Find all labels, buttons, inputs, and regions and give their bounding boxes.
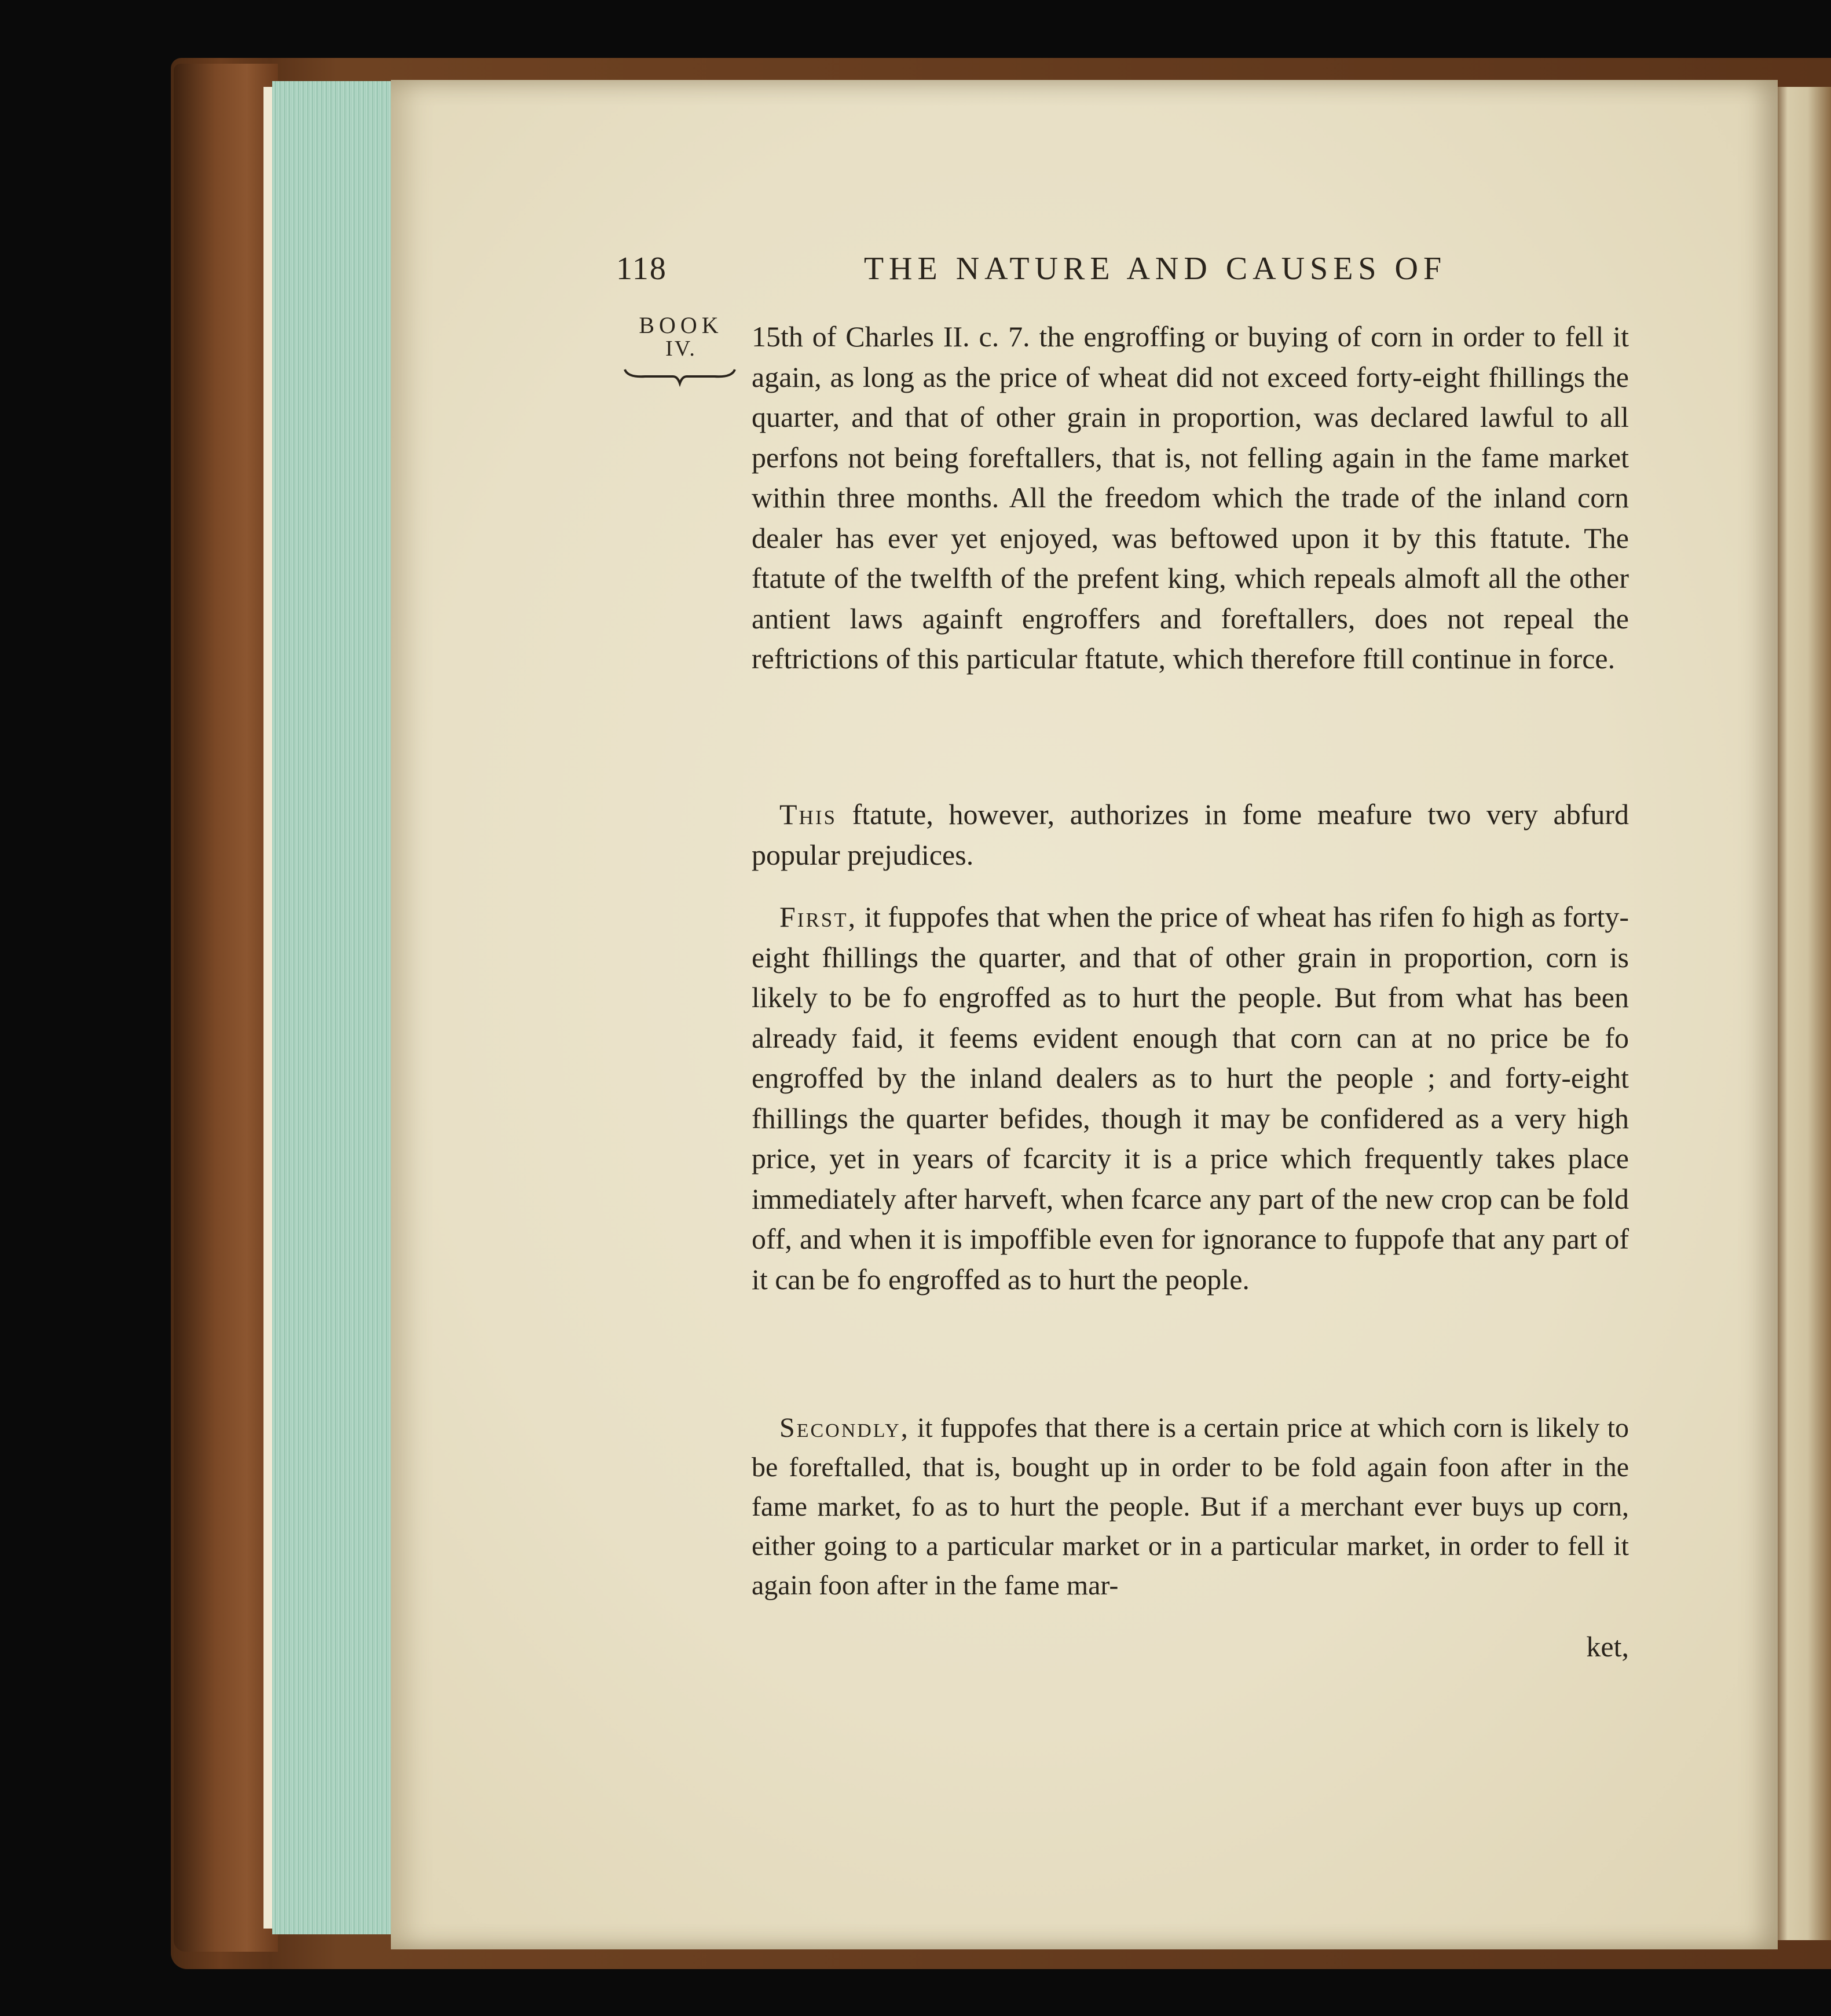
paragraph-1-text: 15th of Charles II. c. 7. the engroffing or buying of corn in order to fell it again, as long as the price of wheat did not exceed forty-eight fhillings the quarter, and that of other grain in proportion, was declared lawful to all perfons not being foreftallers, that is, not felling again in the fame market within three months. All the freedom which the trade of the inland corn dealer has ever yet enjoyed, was beftowed upon it by this ftatute. The ftatute of the twelfth of the prefent king, which repeals almoft all the other antient laws againft engroffers and foreftallers, does not repeal the reftrictions of this particular ftatute, which therefore ftill continue in force. <box>752 320 1629 675</box>
paragraph-3-text: it fuppofes that when the price of wheat has rifen fo high as forty-eight fhillings the quarter, and that of other grain in proportion, corn is likely to be fo engroffed as to hurt the people. But from what has been already faid, it feems evident enough that corn can at no price be fo engroffed by the inland dealers as to hurt the people ; and forty-eight fhillings the quarter befides, though it may be confidered as a very high price, yet in years of fcarcity it is a price which frequently takes place immediately after harveft, when fcarce any part of the new crop can be fold off, and when it is impoffible even for ignorance to fuppofe that any part of it can be fo engroffed as to hurt the people. <box>752 901 1629 1296</box>
page-block-edges <box>272 81 394 1934</box>
paragraph-1 <box>752 317 1629 679</box>
facing-page-edge <box>1773 87 1831 1940</box>
paragraph-4 <box>752 1408 1629 1605</box>
cover-edge <box>174 64 278 1952</box>
paragraph-2-lead: This <box>779 798 837 830</box>
running-head: THE NATURE AND CAUSES OF <box>863 251 1447 287</box>
paragraph-3 <box>752 897 1629 1300</box>
catchword: ket, <box>1586 1630 1629 1663</box>
book-number: IV. <box>665 336 697 361</box>
book-word: BOOK <box>639 312 723 338</box>
margin-book-label <box>623 314 739 360</box>
paragraph-2-text: ftatute, however, authorizes in fome meafure two very abfurd popular prejudices. <box>752 798 1629 871</box>
paragraph-4-text: it fuppofes that there is a certain price at which corn is likely to be foreftalled, that is, bought up in order to be fold again foon after in the fame market, fo as to hurt the people. But if a merchant ever buys up corn, either going to a particular market or in a particular market, in order to fell it again foon after in the fame mar- <box>752 1413 1629 1601</box>
page-number: 118 <box>616 251 667 287</box>
paragraph-2 <box>752 795 1629 875</box>
brace-ornament <box>622 365 738 388</box>
paragraph-3-lead: First, <box>779 901 858 933</box>
paragraph-4-lead: Secondly, <box>779 1413 910 1443</box>
